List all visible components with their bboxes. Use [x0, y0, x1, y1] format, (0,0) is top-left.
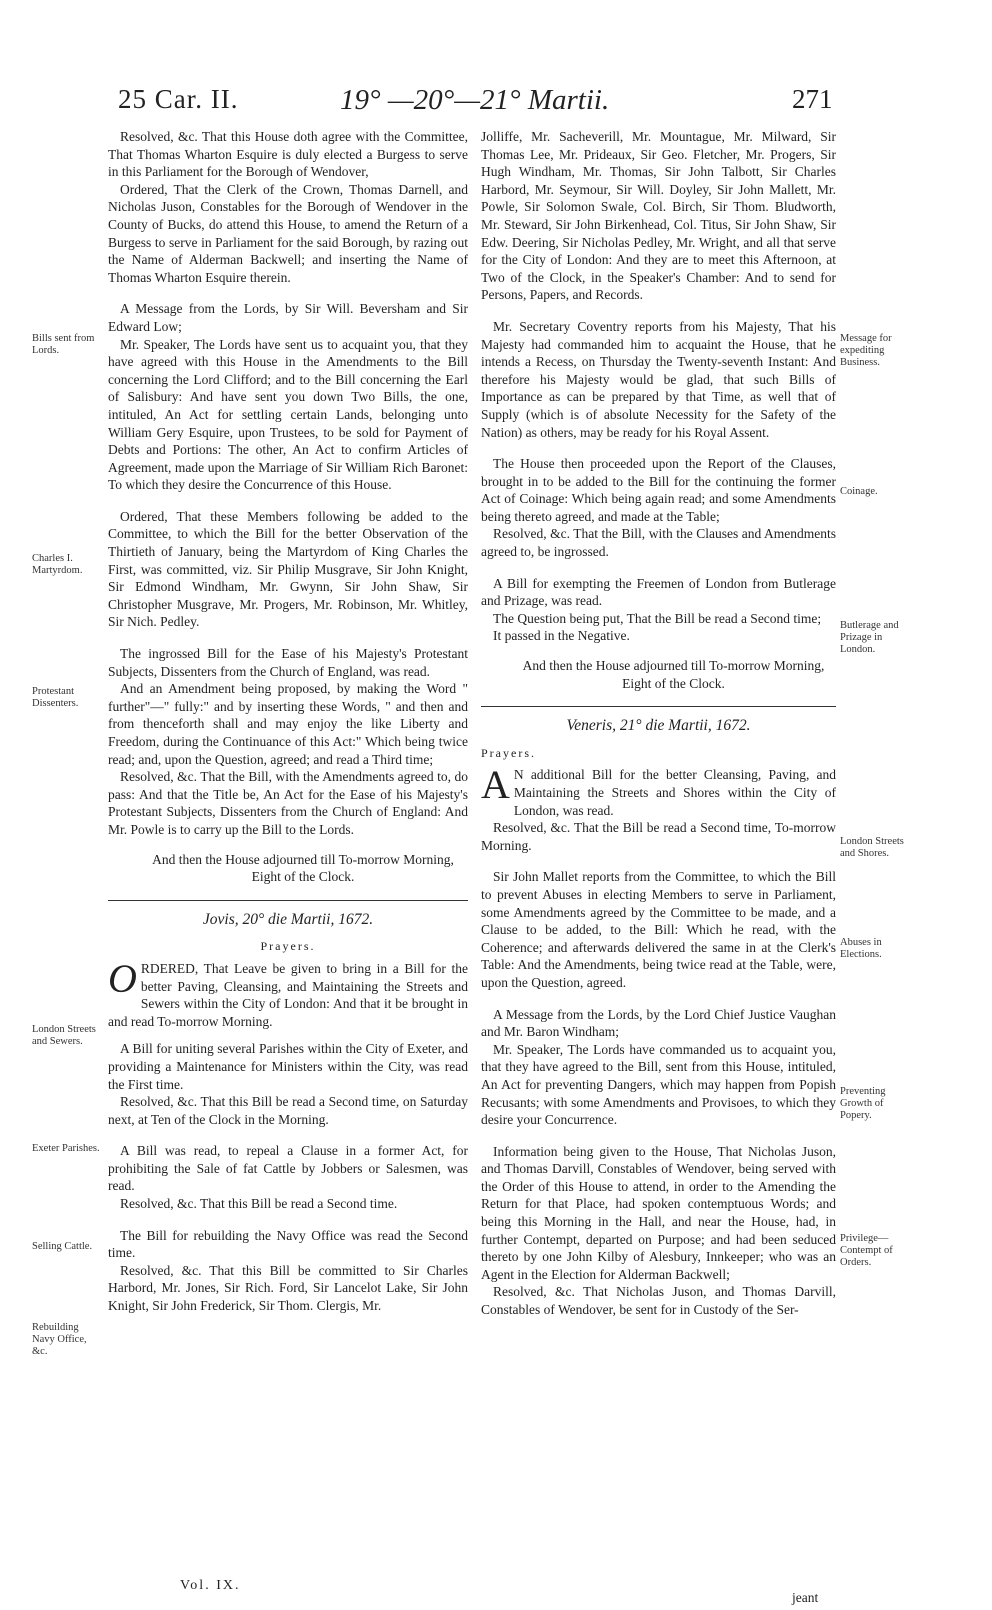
paragraph: A Message from the Lords, by Sir Will. Beversham and Sir Edward Low; [108, 301, 468, 334]
paragraph: Resolved, &c. That the Bill be read a Second time, To-morrow Morning. [481, 820, 836, 853]
paragraph: Sir John Mallet reports from the Committee, to which the Bill to prevent Abuses in electing Members to serve in Parliament, some Amendments agreed by the Committee to be made, and a Clause to be added, to the Bill: Which he read, with the Coherence; and afterwards delivered the same in at the Clerk's Table: And the Amendments, being twice read at the Table, were, upon the Question, agreed. [481, 869, 836, 990]
prayers-label: Prayers. [481, 745, 536, 760]
paragraph: Mr. Speaker, The Lords have sent us to acquaint you, that they have agreed with this House in the Amendments to the Bill concerning the Lord Clifford; and to the Bill concerning the Earl of Salisbury: And have sent you down Two Bills, the one, intituled, An Act for settling certain Lands, belonging unto William Gery Esquire, upon Trustees, to be sold for Payment of Debts and Portions: The other, An Act to confirm Articles of Agreement, made upon the Marriage of Sir William Rich Baronet: To which they desire the Concurrence of this House. [108, 336, 468, 493]
paragraph: A N additional Bill for the better Cleansing, Paving, and Maintaining the Streets and Shores within the City of London, was read. [481, 762, 836, 818]
paragraph: Resolved, &c. That this Bill be read a Second time, on Saturday next, at Ten of the Clock in the Morning. [108, 1094, 468, 1127]
margin-note: Butlerage and Prizage in London. [840, 620, 899, 655]
paragraph: Information being given to the House, That Nicholas Juson, and Thomas Darvill, Constables of Wendover, being served with the Order of this House to attend, in order to the Amending the Return for that Place, had spoken contemptuous Words; and being this Morning in the Hall, and near the House, had, in further Contempt, departed on Purpose; and had been seduced thereto by one John Kilby of Alesbury, Innkeeper; who was an Agent in the Election for Alderman Backwell; [481, 1143, 836, 1282]
margin-note: Abuses in Elections. [840, 937, 882, 960]
paragraph: Resolved, &c. That this Bill be committed to Sir Charles Harbord, Mr. Jones, Sir Rich. Ford, Sir Lancelot Lake, Sir John Knight, Sir John Frederick, Sir Thom. Clergis, Mr. [108, 1262, 468, 1314]
paragraph: Resolved, &c. That Nicholas Juson, and Thomas Darvill, Constables of Wendover, be sent for in Custody of the Ser- [481, 1284, 836, 1318]
right-column [481, 128, 836, 1319]
margin-note: Selling Cattle. [32, 1241, 93, 1252]
day-heading: Veneris, 21° die Martii, 1672. [566, 717, 751, 735]
left-column [108, 128, 468, 1315]
margin-note: Coinage. [840, 486, 878, 497]
adjournment-note: And then the House adjourned till To-morrow Morning, Eight of the Clock. [152, 851, 454, 885]
drop-cap: A [481, 762, 510, 808]
margin-note: Bills sent from Lords. [32, 333, 95, 356]
margin-note: London Streets and Sewers. [32, 1024, 96, 1047]
prayers-label: Prayers. [260, 939, 316, 954]
divider-rule [481, 706, 836, 707]
margin-note: Rebuilding Navy Office, &c. [32, 1322, 87, 1357]
paragraph: Resolved, &c. That this House doth agree with the Committee, That Thomas Wharton Esquire is duly elected a Burgess to serve in this Parliament for the Borough of Wendover, [108, 129, 468, 180]
paragraph: The House then proceeded upon the Report of the Clauses, brought in to be added to the Bill for the continuing the former Act of Coinage: Which being again read; and some Amendments being thereto agreed, and made at the Table; [481, 456, 836, 524]
paragraph: The Bill for rebuilding the Navy Office was read the Second time. [108, 1227, 468, 1261]
day-heading: Jovis, 20° die Martii, 1672. [202, 910, 374, 928]
header-regnal-year: 25 Car. II. [118, 84, 239, 114]
paragraph: ORDERED, That Leave be given to bring in a Bill for the better Paving, Cleansing, and Maintaining the Streets and Sewers within the City of London: And that it be brought in and read To-morrow Morning. [108, 955, 468, 1029]
margin-note: Protestant Dissenters. [32, 686, 79, 709]
paragraph: Ordered, That the Clerk of the Crown, Thomas Darnell, and Nicholas Juson, Constables for the Borough of Wendover in the County of Bucks, do attend this House, to amend the Return of a Burgess to serve in Parliament for the said Borough, by razing out the Name of Alderman Backwell; and inserting the Name of Thomas Wharton Esquire therein. [108, 181, 468, 285]
margin-note: Privilege—Contempt of Orders. [840, 1233, 893, 1268]
margin-note: Exeter Parishes. [32, 1143, 100, 1154]
paragraph: Resolved, &c. That the Bill, with the Amendments agreed to, do pass: And that the Title be, An Act for the Ease of his Majesty's Protestant Subjects, Dissenters from the Church of England: And Mr. Powle is to carry up the Bill to the Lords. [108, 769, 468, 837]
paragraph: Jolliffe, Mr. Sacheverill, Mr. Mountague, Mr. Milward, Sir Thomas Lee, Mr. Prideaux, Sir Geo. Fletcher, Mr. Progers, Sir Hugh Windham, Mr. Thomas, Sir John Talbott, Sir Charles Harbord, Mr. Seymour, Sir Will. Doyley, Sir John Mallett, Mr. Powle, Sir Solomon Swale, Col. Birch, Sir Thom. Bludworth, Mr. Steward, Sir John Birkenhead, Col. Titus, Sir John Shaw, Sir Edw. Deering, Sir Nicholas Pedley, Mr. Wright, and all that serve for the City of London: And they are to meet this Afternoon, at Two of the Clock, in the Speaker's Chamber: And to send for Persons, Papers, and Records. [481, 129, 836, 303]
paragraph: A Bill for exempting the Freemen of London from Butlerage and Prizage, was read. [481, 575, 836, 609]
paragraph: The Question being put, That the Bill be read a Second time; [493, 610, 822, 626]
paragraph: It passed in the Negative. [493, 628, 630, 644]
margin-note: Preventing Growth of Popery. [840, 1086, 886, 1121]
margin-note: Charles I. Martyrdom. [32, 553, 83, 576]
paragraph: Ordered, That these Members following be added to the Committee, to which the Bill for the better Observation of the Thirtieth of January, being the Martyrdom of King Charles the First, was committed, viz. Sir Philip Musgrave, Sir John Knight, Sir Edmond Windham, Mr. Gwynn, Sir John Shaw, Sir Christopher Musgrave, Mr. Progers, Mr. Robinson, Mr. Whitley, Sir Nich. Pedley. [108, 508, 468, 630]
paragraph: A Bill was read, to repeal a Clause in a former Act, for prohibiting the Sale of fat Cattle by Jobbers or Salesmen, was read. [108, 1143, 468, 1194]
page-number: 271 [792, 84, 833, 114]
paragraph: Resolved, &c. That the Bill, with the Clauses and Amendments agreed to, be ingrossed. [481, 526, 836, 560]
paragraph: A Message from the Lords, by the Lord Chief Justice Vaughan and Mr. Baron Windham; [481, 1006, 836, 1040]
margin-note: London Streets and Shores. [840, 836, 904, 859]
header-dates: 19° —20°—21° Martii. [340, 84, 610, 116]
volume-signature: Vol. IX. [180, 1578, 241, 1593]
paragraph: A Bill for uniting several Parishes within the City of Exeter, and providing a Maintenance for Ministers within the City, was read the First time. [108, 1041, 468, 1092]
paragraph: Resolved, &c. That this Bill be read a Second time. [120, 1196, 398, 1212]
running-header [0, 84, 992, 124]
paragraph: And an Amendment being proposed, by making the Word " further"—" fully:" and by inserting these Words, " and then and from thenceforth shall and may enjoy the like Liberty and Freedom, during the Continuance of this Act:" Which being twice read; and, upon the Question, agreed; and read a Third time; [108, 681, 468, 767]
paragraph: Mr. Speaker, The Lords have commanded us to acquaint you, that they have agreed to the Bill, sent from this House, intituled, An Act for preventing Dangers, which may happen from Popish Recusants; with some Amendments and Provisoes, to which they desire your Concurrence. [481, 1041, 836, 1128]
paragraph: The ingrossed Bill for the Ease of his Majesty's Protestant Subjects, Dissenters from the Church of England, was read. [108, 646, 468, 679]
paragraph: Mr. Secretary Coventry reports from his Majesty, That his Majesty had commanded him to acquaint the House, that he intends a Recess, on Thursday the Twenty-seventh Instant: And therefore his Majesty would be glad, that such Bills of Importance as can be prepared by that Time, as well that of Supply (which is of absolute Necessity for the Safety of the Nation) as others, may be ready for his Royal Assent. [481, 318, 836, 440]
catchword: jeant [792, 1590, 819, 1605]
adjournment-note: And then the House adjourned till To-morrow Morning, Eight of the Clock. [522, 658, 825, 691]
divider-rule [108, 900, 468, 901]
drop-cap: O [108, 955, 137, 1001]
margin-note: Message for expediting Business. [840, 333, 892, 368]
